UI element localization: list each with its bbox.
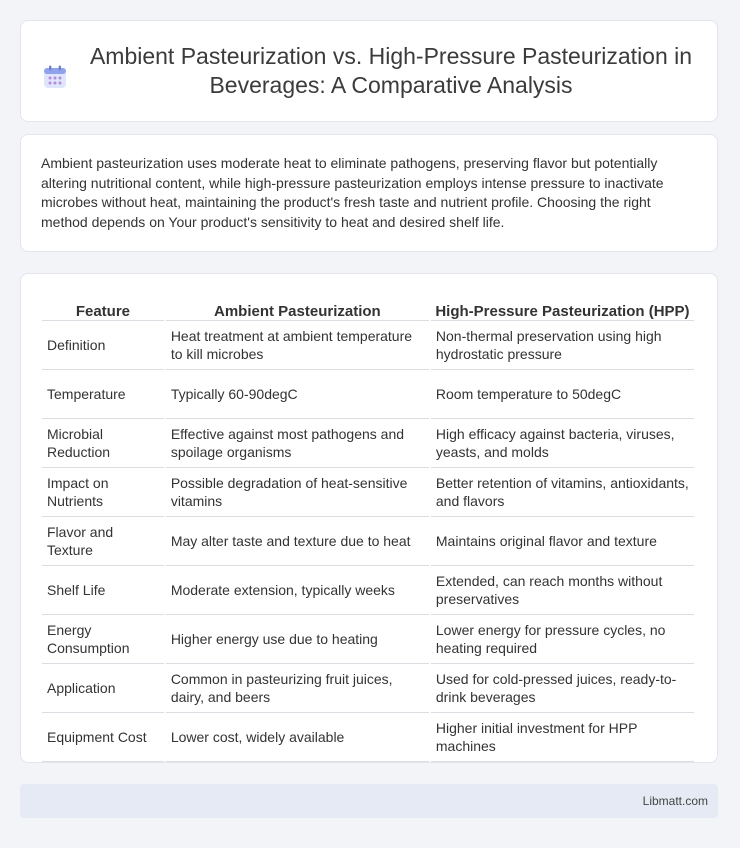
hpp-cell: Extended, can reach months without preservatives <box>431 566 694 615</box>
ambient-cell: May alter taste and texture due to heat <box>166 517 429 566</box>
summary-text: Ambient pasteurization uses moderate heat to eliminate pathogens, preserving flavor but potentially altering nutritional content, while high-pressure pasteurization employs intense pressure to inactivate microbes without heat, maintaining the product's fresh taste and nutrient profile. Choosing the right method depends on Your product's sensitivity to heat and desired shelf life. <box>41 155 664 230</box>
title-card <box>20 20 718 122</box>
comparison-table <box>40 294 696 762</box>
footer-brand-link[interactable]: Libmatt.com <box>642 794 708 808</box>
table-header-row <box>42 294 694 321</box>
hpp-cell: Room temperature to 50degC <box>431 370 694 419</box>
header-hpp: High-Pressure Pasteurization (HPP) <box>431 294 694 321</box>
hpp-cell: Higher initial investment for HPP machines <box>431 713 694 762</box>
feature-cell: Temperature <box>42 370 164 419</box>
ambient-cell: Effective against most pathogens and spoilage organisms <box>166 419 429 468</box>
ambient-cell: Heat treatment at ambient temperature to kill microbes <box>166 321 429 370</box>
ambient-cell: Typically 60-90degC <box>166 370 429 419</box>
feature-cell: Flavor and Texture <box>42 517 164 566</box>
summary-card <box>20 134 718 252</box>
feature-cell: Equipment Cost <box>42 713 164 762</box>
ambient-cell: Common in pasteurizing fruit juices, dairy, and beers <box>166 664 429 713</box>
hpp-cell: Lower energy for pressure cycles, no heating required <box>431 615 694 664</box>
ambient-cell: Moderate extension, typically weeks <box>166 566 429 615</box>
table-row <box>42 664 694 713</box>
table-row <box>42 566 694 615</box>
table-row <box>42 468 694 517</box>
table-row <box>42 713 694 762</box>
hpp-cell: High efficacy against bacteria, viruses, yeasts, and molds <box>431 419 694 468</box>
header-ambient: Ambient Pasteurization <box>166 294 429 321</box>
hpp-cell: Better retention of vitamins, antioxidants, and flavors <box>431 468 694 517</box>
feature-cell: Definition <box>42 321 164 370</box>
ambient-cell: Lower cost, widely available <box>166 713 429 762</box>
header-feature: Feature <box>42 294 164 321</box>
feature-cell: Shelf Life <box>42 566 164 615</box>
table-row <box>42 517 694 566</box>
table-row <box>42 370 694 419</box>
table-row <box>42 419 694 468</box>
hpp-cell: Used for cold-pressed juices, ready-to-drink beverages <box>431 664 694 713</box>
footer <box>20 784 718 818</box>
ambient-cell: Possible degradation of heat-sensitive vitamins <box>166 468 429 517</box>
hpp-cell: Maintains original flavor and texture <box>431 517 694 566</box>
hpp-cell: Non-thermal preservation using high hydrostatic pressure <box>431 321 694 370</box>
feature-cell: Microbial Reduction <box>42 419 164 468</box>
comparison-table-card <box>20 273 718 763</box>
feature-cell: Impact on Nutrients <box>42 468 164 517</box>
feature-cell: Energy Consumption <box>42 615 164 664</box>
page-title: Ambient Pasteurization vs. High-Pressure Pasteurization in Beverages: A Comparative Analysis <box>89 43 693 98</box>
table-row <box>42 321 694 370</box>
table-row <box>42 615 694 664</box>
calendar-icon <box>42 64 68 90</box>
feature-cell: Application <box>42 664 164 713</box>
ambient-cell: Higher energy use due to heating <box>166 615 429 664</box>
